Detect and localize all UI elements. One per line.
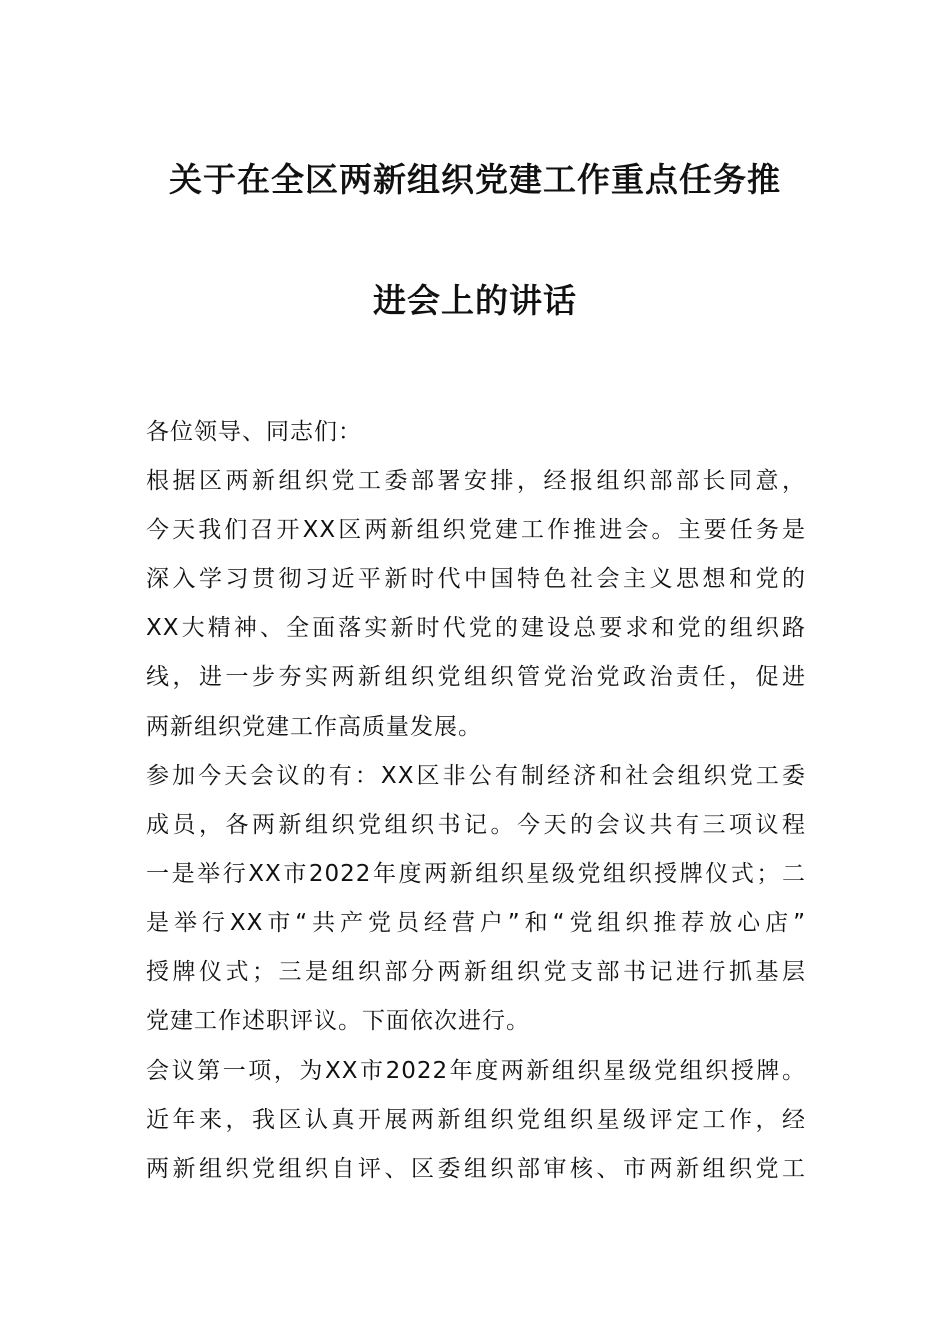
body-line: 近年来，我区认真开展两新组织党组织星级评定工作，经 bbox=[146, 1107, 806, 1133]
body-line: 根据区两新组织党工委部署安排，经报组织部部长同意， bbox=[146, 468, 806, 494]
body-line: 会议第一项，为XX市2022年度两新组织星级党组织授牌。 bbox=[146, 1058, 806, 1084]
body-line: 一是举行XX市2022年度两新组织星级党组织授牌仪式；二 bbox=[146, 861, 806, 887]
body-line: XX大精神、全面落实新时代党的建设总要求和党的组织路 bbox=[146, 615, 806, 641]
body-line: 线，进一步夯实两新组织党组织管党治党政治责任，促进 bbox=[146, 664, 806, 690]
body-line: 两新组织党组织自评、区委组织部审核、市两新组织党工 bbox=[146, 1156, 806, 1182]
body-line: 授牌仪式；三是组织部分两新组织党支部书记进行抓基层 bbox=[146, 959, 806, 985]
document-title-line-2: 进会上的讲话 bbox=[373, 281, 577, 320]
body-line: 是举行XX市“共产党员经营户”和“党组织推荐放心店” bbox=[146, 910, 806, 936]
body-line: 深入学习贯彻习近平新时代中国特色社会主义思想和党的 bbox=[146, 566, 806, 592]
document-title-line-1: 关于在全区两新组织党建工作重点任务推 bbox=[169, 160, 781, 199]
body-line: 成员，各两新组织党组织书记。今天的会议共有三项议程 bbox=[146, 812, 806, 838]
salutation: 各位领导、同志们： bbox=[146, 419, 362, 445]
body-line: 今天我们召开XX区两新组织党建工作推进会。主要任务是 bbox=[146, 517, 806, 543]
body-line: 参加今天会议的有：XX区非公有制经济和社会组织党工委 bbox=[146, 763, 806, 789]
body-line: 党建工作述职评议。下面依次进行。 bbox=[146, 1008, 530, 1034]
body-line: 两新组织党建工作高质量发展。 bbox=[146, 714, 482, 740]
